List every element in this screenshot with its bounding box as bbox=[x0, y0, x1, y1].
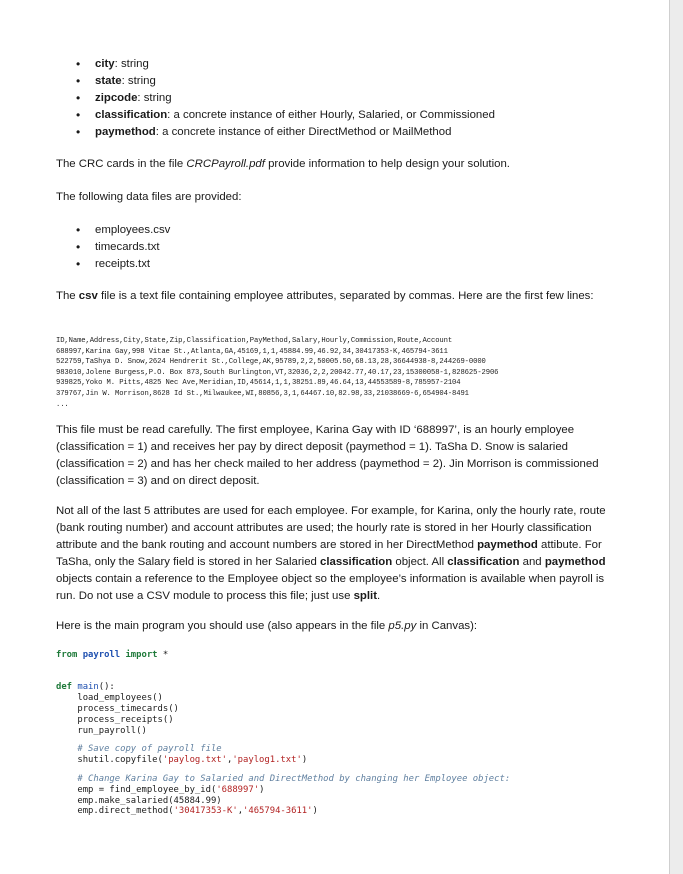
crc-file-name: CRCPayroll.pdf bbox=[186, 158, 265, 170]
files-intro: The following data files are provided: bbox=[56, 191, 242, 203]
attribute-list bbox=[56, 56, 495, 141]
code-call-line: process_receipts() bbox=[77, 714, 174, 725]
crc-paragraph: The CRC cards in the file CRCPayroll.pdf provide information to help design your solution. bbox=[56, 158, 510, 170]
main-file-name: p5.py bbox=[388, 620, 417, 632]
csv-sample bbox=[56, 336, 498, 410]
code-call-line: run_payroll() bbox=[77, 725, 147, 736]
csv-line: 688997,Karina Gay,998 Vitae St.,Atlanta,GA,45169,1,1,45884.99,46.92,34,30417353-K,465794-3611 bbox=[56, 347, 448, 356]
attribute-item-paymethod: • paymethod: a concrete instance of either DirectMethod or MailMethod bbox=[56, 124, 495, 141]
code-salaried-line: emp.make_salaried(45884.99) bbox=[77, 795, 222, 806]
attribute-item-classification: • classification: a concrete instance of either Hourly, Salaried, or Commissioned bbox=[56, 107, 495, 124]
csv-line: ... bbox=[56, 400, 69, 409]
code-comment-line: # Save copy of payroll file bbox=[77, 744, 222, 755]
csv-line: 379767,Jin W. Morrison,8628 Id St.,Milwaukee,WI,80856,3,1,64467.10,82.98,33,21038669-6,654904-8491 bbox=[56, 389, 469, 398]
data-file-item: • timecards.txt bbox=[56, 239, 170, 256]
csv-line: ID,Name,Address,City,State,Zip,Classification,PayMethod,Salary,Hourly,Commission,Route,Account bbox=[56, 337, 453, 345]
data-file-item: • employees.csv bbox=[56, 222, 170, 239]
code-find-line: emp = find_employee_by_id('688997') bbox=[77, 784, 265, 795]
attribute-item-state: • state: string bbox=[56, 73, 495, 90]
code-comment-line: # Change Karina Gay to Salaried and DirectMethod by changing her Employee object: bbox=[77, 773, 511, 784]
csv-intro: The csv file is a text file containing employee attributes, separated by commas. Here are the first few lines: bbox=[56, 290, 594, 302]
page-edge bbox=[670, 0, 683, 874]
attribute-item-city: • city: string bbox=[56, 56, 495, 73]
data-file-list bbox=[56, 222, 170, 273]
main-program-intro: Here is the main program you should use (also appears in the file p5.py in Canvas): bbox=[56, 620, 478, 632]
code-call-line: process_timecards() bbox=[77, 703, 179, 714]
code-direct-line: emp.direct_method('30417353-K','465794-3611') bbox=[77, 806, 318, 817]
csv-line: 983010,Jolene Burgess,P.O. Box 873,South Burlington,VT,32036,2,2,20042.77,40.17,23,15300058-1,828625-2906 bbox=[56, 368, 499, 377]
attributes-paragraph: Not all of the last 5 attributes are used for each employee. For example, for Karina, only the hourly rate, route (bank routing number) and account attributes are used; the hourly rate is stored in her Hourly classification attribute and the bank routing and account numbers are stored in her DirectMethod paymethod attibute. For TaSha, only the Salary field is stored in her Salaried classification object. All classification and paymethod objects contain a reference to the Employee object so the employee’s information is available when payroll is run. Do not use a CSV module to process this file; just use split. bbox=[56, 505, 606, 602]
code-def-line: def main(): bbox=[56, 682, 115, 693]
attribute-item-zipcode: • zipcode: string bbox=[56, 90, 495, 107]
code-call-line: load_employees() bbox=[77, 693, 163, 704]
careful-paragraph: This file must be read carefully. The first employee, Karina Gay with ID ‘688997’, is an hourly employee (classification = 1) and receives her pay by direct deposit (paymethod = 1). TaSha D. Snow is salaried (classification = 2) and has her check mailed to her address (paymethod = 2). Jin Morrison is commissioned (classification = 3) and on direct deposit. bbox=[56, 424, 599, 487]
csv-line: 939825,Yoko M. Pitts,4825 Nec Ave,Meridian,ID,45614,1,1,38251.89,46.64,13,44553589-8,785957-2104 bbox=[56, 379, 461, 388]
code-import-line: from payroll import * bbox=[56, 650, 169, 660]
main-program-code bbox=[56, 650, 510, 817]
code-copy-line: shutil.copyfile('paylog.txt','paylog1.txt') bbox=[77, 755, 308, 766]
data-file-item: • receipts.txt bbox=[56, 256, 170, 273]
csv-line: 522759,TaShya D. Snow,2624 Hendrerit St.,College,AK,95789,2,2,50005.50,68.13,28,36644938-8,244269-0000 bbox=[56, 358, 486, 367]
